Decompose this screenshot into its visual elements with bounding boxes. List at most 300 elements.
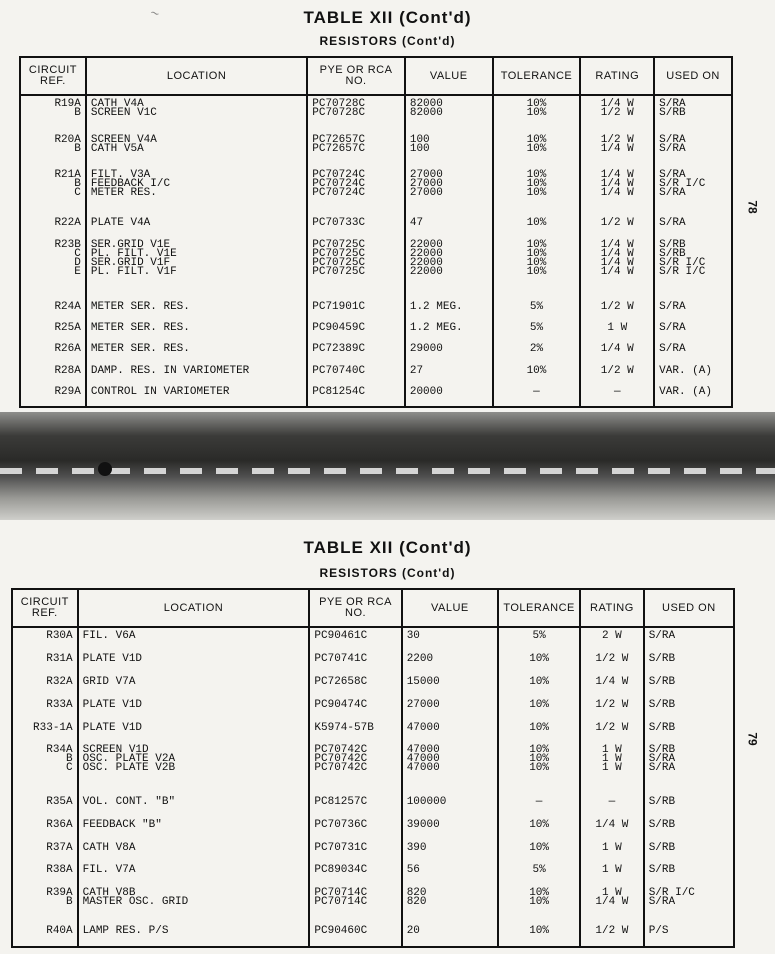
location-cell xyxy=(78,742,310,794)
rating-line: 1/2 W xyxy=(600,107,634,119)
tolerance-line: 10% xyxy=(526,364,547,377)
location-line: PL. FILT. V1F xyxy=(90,265,177,278)
table-row xyxy=(20,95,732,132)
tolerance-cell xyxy=(493,363,581,384)
circuit-ref-line: C xyxy=(66,762,73,775)
location-line: PLATE V1D xyxy=(82,653,143,666)
circuit-ref-line: R24A xyxy=(54,300,81,313)
part-number-line: PC70742C xyxy=(314,744,368,757)
used-on-line: S/RA xyxy=(659,217,686,230)
part-number-line: PC70724C xyxy=(312,177,366,190)
circuit-ref-line: R33A xyxy=(46,698,73,711)
location-cell xyxy=(86,237,307,299)
table-row xyxy=(20,363,732,384)
rating-cell xyxy=(580,651,644,674)
circuit-ref-cell xyxy=(20,167,86,216)
page-top xyxy=(0,0,775,412)
value-line: 29000 xyxy=(409,343,443,356)
tolerance-line: 10% xyxy=(529,896,549,909)
location-line: SCREEN V1C xyxy=(90,107,157,119)
table-row xyxy=(12,720,734,743)
rating-cell xyxy=(580,237,654,299)
part-number-line: PC72657C xyxy=(312,133,366,146)
tolerance-line: 10% xyxy=(529,887,549,900)
value-cell xyxy=(405,95,493,132)
rating-line: 1/4 W xyxy=(600,256,634,269)
circuit-ref-line: R37A xyxy=(46,841,73,854)
part-number-line: PC81254C xyxy=(312,386,366,399)
used-on-line: S/RA xyxy=(659,133,686,146)
tolerance-cell xyxy=(498,840,580,863)
location-cell xyxy=(78,817,310,840)
tolerance-cell xyxy=(493,320,581,341)
part-number-line: PC70725C xyxy=(312,265,366,278)
value-line: 20000 xyxy=(409,386,443,399)
tolerance-cell xyxy=(498,720,580,743)
value-cell xyxy=(402,697,498,720)
value-line: 15000 xyxy=(406,676,440,689)
location-cell xyxy=(78,923,310,947)
header-used-on: USED ON xyxy=(644,589,734,627)
part-number-cell xyxy=(309,794,401,817)
used-on-line: S/R I/C xyxy=(659,265,706,278)
tolerance-line: 10% xyxy=(526,98,547,110)
part-number-line: PC70724C xyxy=(312,168,366,181)
rating-cell xyxy=(580,320,654,341)
rating-line: 1 W xyxy=(601,864,622,877)
value-line: 22000 xyxy=(409,265,443,278)
page-number: 78 xyxy=(745,200,760,214)
location-cell xyxy=(78,885,310,922)
table-row xyxy=(12,651,734,674)
circuit-ref-cell xyxy=(12,862,78,885)
used-on-line: S/RA xyxy=(648,896,676,909)
rating-line: 1/2 W xyxy=(595,698,629,711)
rating-cell xyxy=(580,167,654,216)
tolerance-line: 10% xyxy=(529,721,549,734)
location-line: SER.GRID V1F xyxy=(90,256,171,269)
tolerance-line: 10% xyxy=(529,744,549,757)
used-on-cell xyxy=(644,627,734,651)
rating-cell xyxy=(580,817,644,840)
part-number-cell xyxy=(307,237,405,299)
location-cell xyxy=(86,95,307,132)
part-number-line: PC70740C xyxy=(312,364,366,377)
header-pye-rca-no: PYE OR RCA NO. xyxy=(307,57,405,95)
used-on-line: S/RB xyxy=(659,107,686,119)
table-subtitle: RESISTORS (Cont'd) xyxy=(319,34,456,48)
rating-cell xyxy=(580,840,644,863)
part-number-cell xyxy=(309,923,401,947)
used-on-cell xyxy=(654,384,732,407)
value-line: 27000 xyxy=(409,186,443,199)
tolerance-cell xyxy=(498,862,580,885)
value-line: 100 xyxy=(409,142,430,155)
part-number-line: PC70733C xyxy=(312,217,366,230)
location-line: OSC. PLATE V2B xyxy=(82,762,176,775)
location-cell xyxy=(78,720,310,743)
used-on-cell xyxy=(644,840,734,863)
circuit-ref-line: E xyxy=(74,265,81,278)
value-cell xyxy=(405,320,493,341)
rating-cell xyxy=(580,720,644,743)
part-number-line: PC90461C xyxy=(314,630,368,642)
location-cell xyxy=(78,674,310,697)
table-subtitle: RESISTORS (Cont'd) xyxy=(319,566,456,580)
used-on-cell xyxy=(644,817,734,840)
value-line: 1.2 MEG. xyxy=(409,322,463,335)
tolerance-cell xyxy=(493,132,581,167)
location-line: DAMP. RES. IN VARIOMETER xyxy=(90,364,250,377)
tolerance-line: 10% xyxy=(529,698,549,711)
rating-cell xyxy=(580,885,644,922)
circuit-ref-line: R23B xyxy=(54,238,81,251)
part-number-cell xyxy=(309,720,401,743)
circuit-ref-line: R19A xyxy=(54,98,81,110)
value-line: 39000 xyxy=(406,819,440,831)
rating-cell xyxy=(580,742,644,794)
location-cell xyxy=(86,167,307,216)
part-number-line: PC72658C xyxy=(314,676,368,689)
tolerance-line: 5% xyxy=(529,300,544,313)
rating-line: 1/4 W xyxy=(600,247,634,260)
circuit-ref-cell xyxy=(12,840,78,863)
part-number-line: K5974-57B xyxy=(314,721,374,734)
rating-line: 1/4 W xyxy=(600,238,634,251)
location-line: FIL. V7A xyxy=(82,864,136,877)
value-line: 100 xyxy=(409,133,430,146)
rating-cell xyxy=(580,862,644,885)
table-row xyxy=(12,794,734,817)
circuit-ref-cell xyxy=(20,384,86,407)
rating-line: 1/4 W xyxy=(600,142,634,155)
used-on-cell xyxy=(644,720,734,743)
table-row xyxy=(12,840,734,863)
tolerance-cell xyxy=(493,384,581,407)
circuit-ref-line: R39A xyxy=(46,887,73,900)
tolerance-line: 10% xyxy=(526,133,547,146)
used-on-line: S/RA xyxy=(659,168,686,181)
tolerance-line: 10% xyxy=(526,265,547,278)
used-on-cell xyxy=(644,742,734,794)
used-on-line: S/RA xyxy=(659,343,686,356)
used-on-line: S/RB xyxy=(648,676,676,689)
circuit-ref-line: R22A xyxy=(54,217,81,230)
rating-line: 1 W xyxy=(601,744,622,757)
part-number-cell xyxy=(307,215,405,236)
value-cell xyxy=(402,862,498,885)
rating-line: 1 W xyxy=(607,322,628,335)
page-number: 79 xyxy=(745,732,760,746)
used-on-line: S/RA xyxy=(659,322,686,335)
location-cell xyxy=(86,320,307,341)
value-cell xyxy=(405,341,493,362)
value-line: 82000 xyxy=(409,98,443,110)
location-line: PLATE V1D xyxy=(82,721,143,734)
part-number-line: PC70742C xyxy=(314,762,368,775)
part-number-cell xyxy=(309,697,401,720)
tolerance-line: 10% xyxy=(526,247,547,260)
table-row xyxy=(20,384,732,407)
value-cell xyxy=(402,885,498,922)
rating-line: 1/4 W xyxy=(600,343,634,356)
location-cell xyxy=(86,299,307,320)
rating-line: 1/2 W xyxy=(600,300,634,313)
pencil-mark: ~ xyxy=(148,4,162,22)
circuit-ref-cell xyxy=(20,363,86,384)
used-on-cell xyxy=(644,697,734,720)
value-cell xyxy=(402,627,498,651)
tolerance-cell xyxy=(498,627,580,651)
tolerance-line: 2% xyxy=(529,343,544,356)
location-line: CONTROL IN VARIOMETER xyxy=(90,386,230,399)
part-number-cell xyxy=(307,384,405,407)
circuit-ref-cell xyxy=(12,697,78,720)
header-rating: RATING xyxy=(580,589,644,627)
tolerance-cell xyxy=(498,742,580,794)
used-on-line: VAR. (A) xyxy=(659,364,712,377)
part-number-line: PC70736C xyxy=(314,819,368,831)
part-number-line: PC90460C xyxy=(314,924,368,937)
rating-cell xyxy=(580,627,644,651)
tolerance-line: 10% xyxy=(526,177,547,190)
value-line: 47 xyxy=(409,217,424,230)
rating-line: 1 W xyxy=(601,753,622,766)
used-on-cell xyxy=(644,674,734,697)
rating-line: 1/4 W xyxy=(600,177,634,190)
value-line: 100000 xyxy=(406,796,447,809)
rating-line: 2 W xyxy=(601,630,622,642)
location-cell xyxy=(86,363,307,384)
value-cell xyxy=(405,363,493,384)
circuit-ref-line: R33-1A xyxy=(33,721,73,734)
circuit-ref-cell xyxy=(12,885,78,922)
table-title: TABLE XII (Cont'd) xyxy=(303,8,472,27)
rating-line: — xyxy=(613,386,621,399)
part-number-line: PC71901C xyxy=(312,300,366,313)
value-cell xyxy=(405,299,493,320)
table-row xyxy=(12,923,734,947)
rating-line: 1/2 W xyxy=(595,924,629,937)
part-number-line: PC81257C xyxy=(314,796,368,809)
value-line: 30 xyxy=(406,630,420,642)
tolerance-line: 10% xyxy=(526,238,547,251)
tolerance-line: — xyxy=(533,386,540,399)
used-on-line: S/RB xyxy=(648,864,676,877)
location-line: GRID V7A xyxy=(82,676,136,689)
tolerance-cell xyxy=(493,237,581,299)
rating-line: 1/4 W xyxy=(595,896,629,909)
location-line: SCREEN V1D xyxy=(82,744,149,757)
used-on-cell xyxy=(654,167,732,216)
table-row xyxy=(20,320,732,341)
used-on-cell xyxy=(644,862,734,885)
tolerance-line: 5% xyxy=(529,322,544,335)
location-cell xyxy=(78,651,310,674)
part-number-line: PC70724C xyxy=(312,186,366,199)
part-number-cell xyxy=(309,840,401,863)
circuit-ref-cell xyxy=(12,651,78,674)
used-on-line: S/RA xyxy=(659,300,686,313)
value-line: 47000 xyxy=(406,744,440,757)
location-cell xyxy=(86,384,307,407)
part-number-line: PC70741C xyxy=(314,653,368,666)
rating-line: 1 W xyxy=(601,887,622,900)
tolerance-line: 10% xyxy=(526,107,547,119)
circuit-ref-line: R21A xyxy=(54,168,81,181)
tolerance-line: 10% xyxy=(529,924,549,937)
used-on-cell xyxy=(654,320,732,341)
value-line: 390 xyxy=(406,841,427,854)
value-line: 27000 xyxy=(409,168,443,181)
location-line: FEEDBACK I/C xyxy=(90,177,171,190)
location-cell xyxy=(78,794,310,817)
value-line: 47000 xyxy=(406,721,440,734)
used-on-line: S/RA xyxy=(648,762,676,775)
rating-line: 1/2 W xyxy=(600,364,634,377)
tolerance-line: 10% xyxy=(529,841,549,854)
location-line: METER RES. xyxy=(90,186,157,199)
circuit-ref-cell xyxy=(20,320,86,341)
circuit-ref-line: R29A xyxy=(54,386,81,399)
circuit-ref-cell xyxy=(20,237,86,299)
used-on-line: S/RB xyxy=(659,238,686,251)
binding-gutter xyxy=(0,412,775,520)
part-number-cell xyxy=(307,341,405,362)
location-line: METER SER. RES. xyxy=(90,300,190,313)
circuit-ref-line: R40A xyxy=(46,924,73,937)
part-number-cell xyxy=(307,299,405,320)
tolerance-cell xyxy=(498,674,580,697)
circuit-ref-cell xyxy=(12,742,78,794)
tolerance-line: 10% xyxy=(529,676,549,689)
location-line: CATH V8B xyxy=(82,887,136,900)
value-line: 2200 xyxy=(406,653,434,666)
value-cell xyxy=(402,840,498,863)
value-line: 27000 xyxy=(409,177,443,190)
location-line: FEEDBACK "B" xyxy=(82,819,162,831)
location-cell xyxy=(86,215,307,236)
value-line: 82000 xyxy=(409,107,443,119)
circuit-ref-cell xyxy=(12,794,78,817)
table-row xyxy=(12,862,734,885)
page-bottom xyxy=(0,520,775,954)
table-row xyxy=(12,697,734,720)
circuit-ref-line: R25A xyxy=(54,322,81,335)
tolerance-cell xyxy=(498,817,580,840)
tolerance-line: 10% xyxy=(526,142,547,155)
tolerance-line: — xyxy=(535,796,543,809)
used-on-cell xyxy=(654,237,732,299)
value-line: 20 xyxy=(406,924,420,937)
used-on-line: S/RA xyxy=(659,98,686,110)
location-cell xyxy=(78,862,310,885)
rating-cell xyxy=(580,299,654,320)
part-number-line: PC90459C xyxy=(312,322,366,335)
circuit-ref-cell xyxy=(12,627,78,651)
location-cell xyxy=(78,840,310,863)
value-line: 27 xyxy=(409,364,424,377)
used-on-cell xyxy=(644,651,734,674)
value-cell xyxy=(402,720,498,743)
circuit-ref-cell xyxy=(20,215,86,236)
location-line: METER SER. RES. xyxy=(90,322,190,335)
rating-cell xyxy=(580,794,644,817)
part-number-line: PC90474C xyxy=(314,698,368,711)
table-row xyxy=(12,742,734,794)
used-on-line: S/RB xyxy=(648,841,676,854)
location-line: PLATE V1D xyxy=(82,698,143,711)
tolerance-line: 10% xyxy=(526,217,547,230)
tolerance-cell xyxy=(498,794,580,817)
tolerance-cell xyxy=(498,885,580,922)
circuit-ref-line: R28A xyxy=(54,364,81,377)
table-row xyxy=(20,167,732,216)
resistor-table xyxy=(11,588,735,948)
circuit-ref-line: R36A xyxy=(46,819,73,831)
value-line: 22000 xyxy=(409,256,443,269)
rating-line: 1/4 W xyxy=(600,186,634,199)
part-number-line: PC70714C xyxy=(314,887,368,900)
rating-line: 1/4 W xyxy=(600,168,634,181)
used-on-line: S/R I/C xyxy=(659,177,706,190)
value-line: 47000 xyxy=(406,753,440,766)
part-number-line: PC70728C xyxy=(312,107,366,119)
circuit-ref-line: B xyxy=(74,177,81,190)
rating-cell xyxy=(580,363,654,384)
circuit-ref-line: R30A xyxy=(46,630,73,642)
circuit-ref-line: B xyxy=(74,107,81,119)
used-on-line: S/RB xyxy=(648,653,676,666)
rating-line: 1/4 W xyxy=(595,676,629,689)
location-line: LAMP RES. P/S xyxy=(82,924,169,937)
table-row xyxy=(12,885,734,922)
circuit-ref-cell xyxy=(20,95,86,132)
circuit-ref-cell xyxy=(12,923,78,947)
location-line: SCREEN V4A xyxy=(90,133,157,146)
rating-line: 1/4 W xyxy=(600,265,634,278)
header-location: LOCATION xyxy=(86,57,307,95)
used-on-cell xyxy=(644,885,734,922)
rating-cell xyxy=(580,923,644,947)
circuit-ref-line: R38A xyxy=(46,864,73,877)
circuit-ref-line: D xyxy=(74,256,81,269)
rating-line: 1/2 W xyxy=(600,217,634,230)
value-cell xyxy=(402,674,498,697)
location-line: FIL. V6A xyxy=(82,630,136,642)
header-tolerance: TOLERANCE xyxy=(498,589,580,627)
used-on-cell xyxy=(654,215,732,236)
rating-line: 1 W xyxy=(601,762,622,775)
value-cell xyxy=(405,167,493,216)
circuit-ref-line: R31A xyxy=(46,653,73,666)
header-circuit-ref: CIRCUIT REF. xyxy=(12,589,78,627)
part-number-line: PC70725C xyxy=(312,238,366,251)
binding-stitch xyxy=(0,468,775,474)
tolerance-line: 10% xyxy=(526,186,547,199)
header-location: LOCATION xyxy=(78,589,310,627)
value-cell xyxy=(402,742,498,794)
tolerance-cell xyxy=(493,341,581,362)
used-on-line: S/RB xyxy=(648,698,676,711)
value-line: 27000 xyxy=(406,698,440,711)
part-number-line: PC70725C xyxy=(312,247,366,260)
part-number-line: PC70728C xyxy=(312,98,366,110)
value-cell xyxy=(402,923,498,947)
header-value: VALUE xyxy=(405,57,493,95)
circuit-ref-line: B xyxy=(66,753,73,766)
part-number-cell xyxy=(307,132,405,167)
